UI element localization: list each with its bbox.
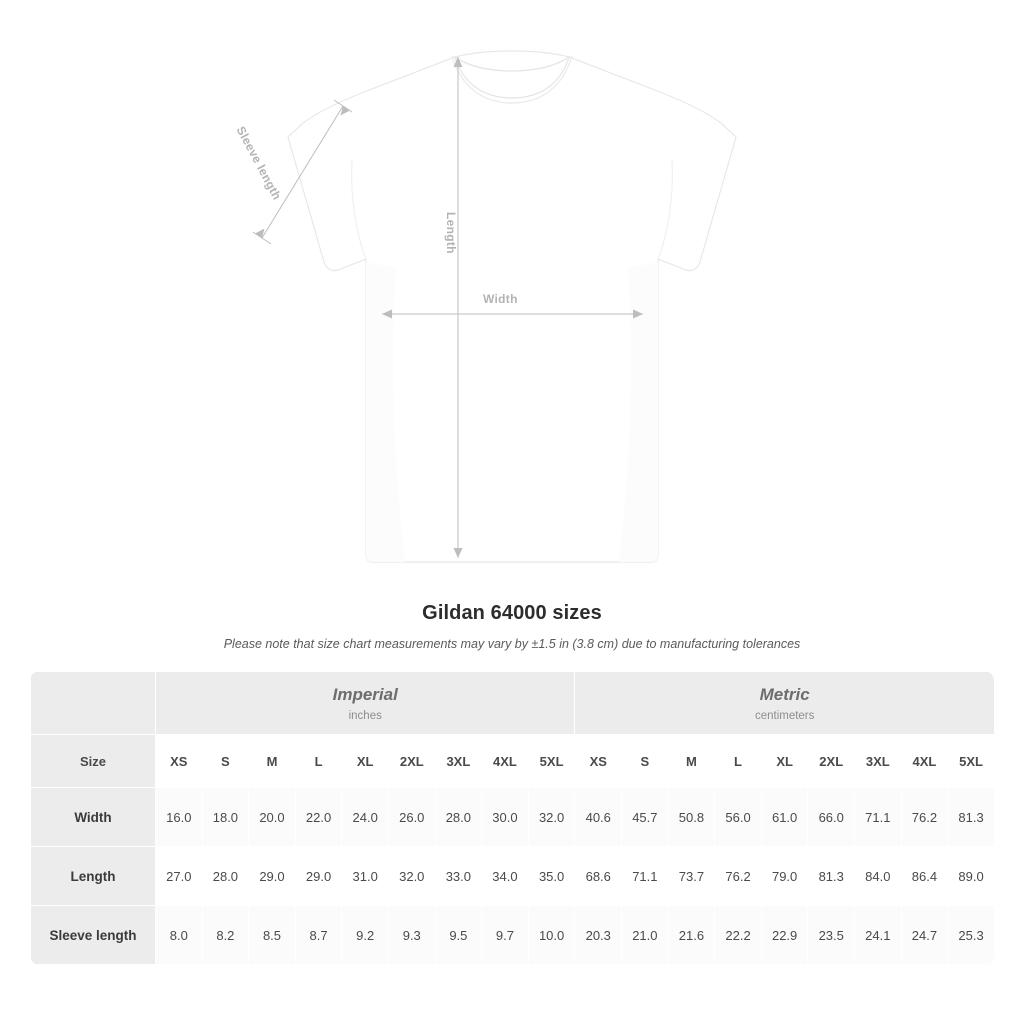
size-column-header: M	[668, 735, 715, 788]
cell: 20.3	[575, 906, 622, 965]
cell: 8.2	[202, 906, 249, 965]
cell: 81.3	[948, 788, 994, 847]
cell: 24.0	[342, 788, 389, 847]
cell: 45.7	[622, 788, 669, 847]
cell: 28.0	[435, 788, 482, 847]
unit-group-imperial-name: Imperial	[332, 684, 398, 704]
cell: 66.0	[808, 788, 855, 847]
cell: 40.6	[575, 788, 622, 847]
cell: 32.0	[528, 788, 575, 847]
page-title: Gildan 64000 sizes	[422, 602, 602, 624]
size-column-header: XL	[761, 735, 808, 788]
unit-group-imperial-sub: inches	[348, 709, 382, 722]
table-row	[31, 847, 995, 906]
size-column-header: XS	[156, 735, 203, 788]
cell: 25.3	[948, 906, 994, 965]
size-header-row	[31, 735, 995, 788]
cell: 33.0	[435, 847, 482, 906]
tshirt-shape	[288, 51, 736, 562]
cell: 84.0	[855, 847, 902, 906]
cell: 8.0	[156, 906, 203, 965]
unit-group-metric-name: Metric	[759, 684, 810, 704]
unit-group-metric-sub: centimeters	[754, 709, 815, 722]
cell: 29.0	[295, 847, 342, 906]
cell: 9.2	[342, 906, 389, 965]
row-label-sleeve-length: Sleeve length	[31, 906, 156, 965]
cell: 76.2	[715, 847, 762, 906]
tolerance-note: Please note that size chart measurements may vary by ±1.5 in (3.8 cm) due to manufacturing tolerances	[223, 637, 801, 651]
cell: 76.2	[901, 788, 948, 847]
size-column-header: S	[202, 735, 249, 788]
cell: 21.6	[668, 906, 715, 965]
cell: 22.2	[715, 906, 762, 965]
table-row	[31, 906, 995, 965]
cell: 89.0	[948, 847, 994, 906]
cell: 31.0	[342, 847, 389, 906]
row-label-length: Length	[31, 847, 156, 906]
size-column-header: 4XL	[482, 735, 529, 788]
width-label: Width	[483, 292, 518, 306]
size-table-wrapper	[30, 671, 994, 965]
size-column-header: L	[715, 735, 762, 788]
cell: 71.1	[622, 847, 669, 906]
cell: 23.5	[808, 906, 855, 965]
size-column-header: XS	[575, 735, 622, 788]
size-table	[30, 671, 994, 965]
cell: 9.7	[482, 906, 529, 965]
cell: 81.3	[808, 847, 855, 906]
size-column-header: XL	[342, 735, 389, 788]
cell: 16.0	[156, 788, 203, 847]
cell: 20.0	[249, 788, 296, 847]
cell: 61.0	[761, 788, 808, 847]
size-column-header: M	[249, 735, 296, 788]
cell: 86.4	[901, 847, 948, 906]
cell: 68.6	[575, 847, 622, 906]
size-column-header: S	[622, 735, 669, 788]
cell: 9.3	[388, 906, 435, 965]
cell: 8.7	[295, 906, 342, 965]
table-row	[31, 788, 995, 847]
cell: 34.0	[482, 847, 529, 906]
unit-group-metric	[575, 672, 994, 735]
cell: 22.0	[295, 788, 342, 847]
cell: 56.0	[715, 788, 762, 847]
size-column-header: 3XL	[855, 735, 902, 788]
size-column-header: 2XL	[808, 735, 855, 788]
size-column-header: 2XL	[388, 735, 435, 788]
cell: 18.0	[202, 788, 249, 847]
size-column-header: 4XL	[901, 735, 948, 788]
size-column-header: L	[295, 735, 342, 788]
cell: 10.0	[528, 906, 575, 965]
cell: 9.5	[435, 906, 482, 965]
cell: 21.0	[622, 906, 669, 965]
cell: 24.1	[855, 906, 902, 965]
cell: 79.0	[761, 847, 808, 906]
length-label: Length	[444, 212, 458, 254]
cell: 30.0	[482, 788, 529, 847]
size-column-header: 3XL	[435, 735, 482, 788]
unit-group-imperial	[156, 672, 575, 735]
table-corner-cell	[31, 672, 156, 735]
size-column-header: 5XL	[948, 735, 994, 788]
cell: 28.0	[202, 847, 249, 906]
cell: 27.0	[156, 847, 203, 906]
cell: 22.9	[761, 906, 808, 965]
cell: 8.5	[249, 906, 296, 965]
size-header-label: Size	[31, 735, 156, 788]
cell: 32.0	[388, 847, 435, 906]
row-label-width: Width	[31, 788, 156, 847]
cell: 24.7	[901, 906, 948, 965]
cell: 50.8	[668, 788, 715, 847]
cell: 26.0	[388, 788, 435, 847]
size-column-header: 5XL	[528, 735, 575, 788]
cell: 73.7	[668, 847, 715, 906]
unit-group-row	[31, 672, 995, 735]
cell: 29.0	[249, 847, 296, 906]
sleeve-length-label: Sleeve length	[233, 124, 285, 203]
cell: 71.1	[855, 788, 902, 847]
title-block	[0, 602, 1024, 651]
cell: 35.0	[528, 847, 575, 906]
